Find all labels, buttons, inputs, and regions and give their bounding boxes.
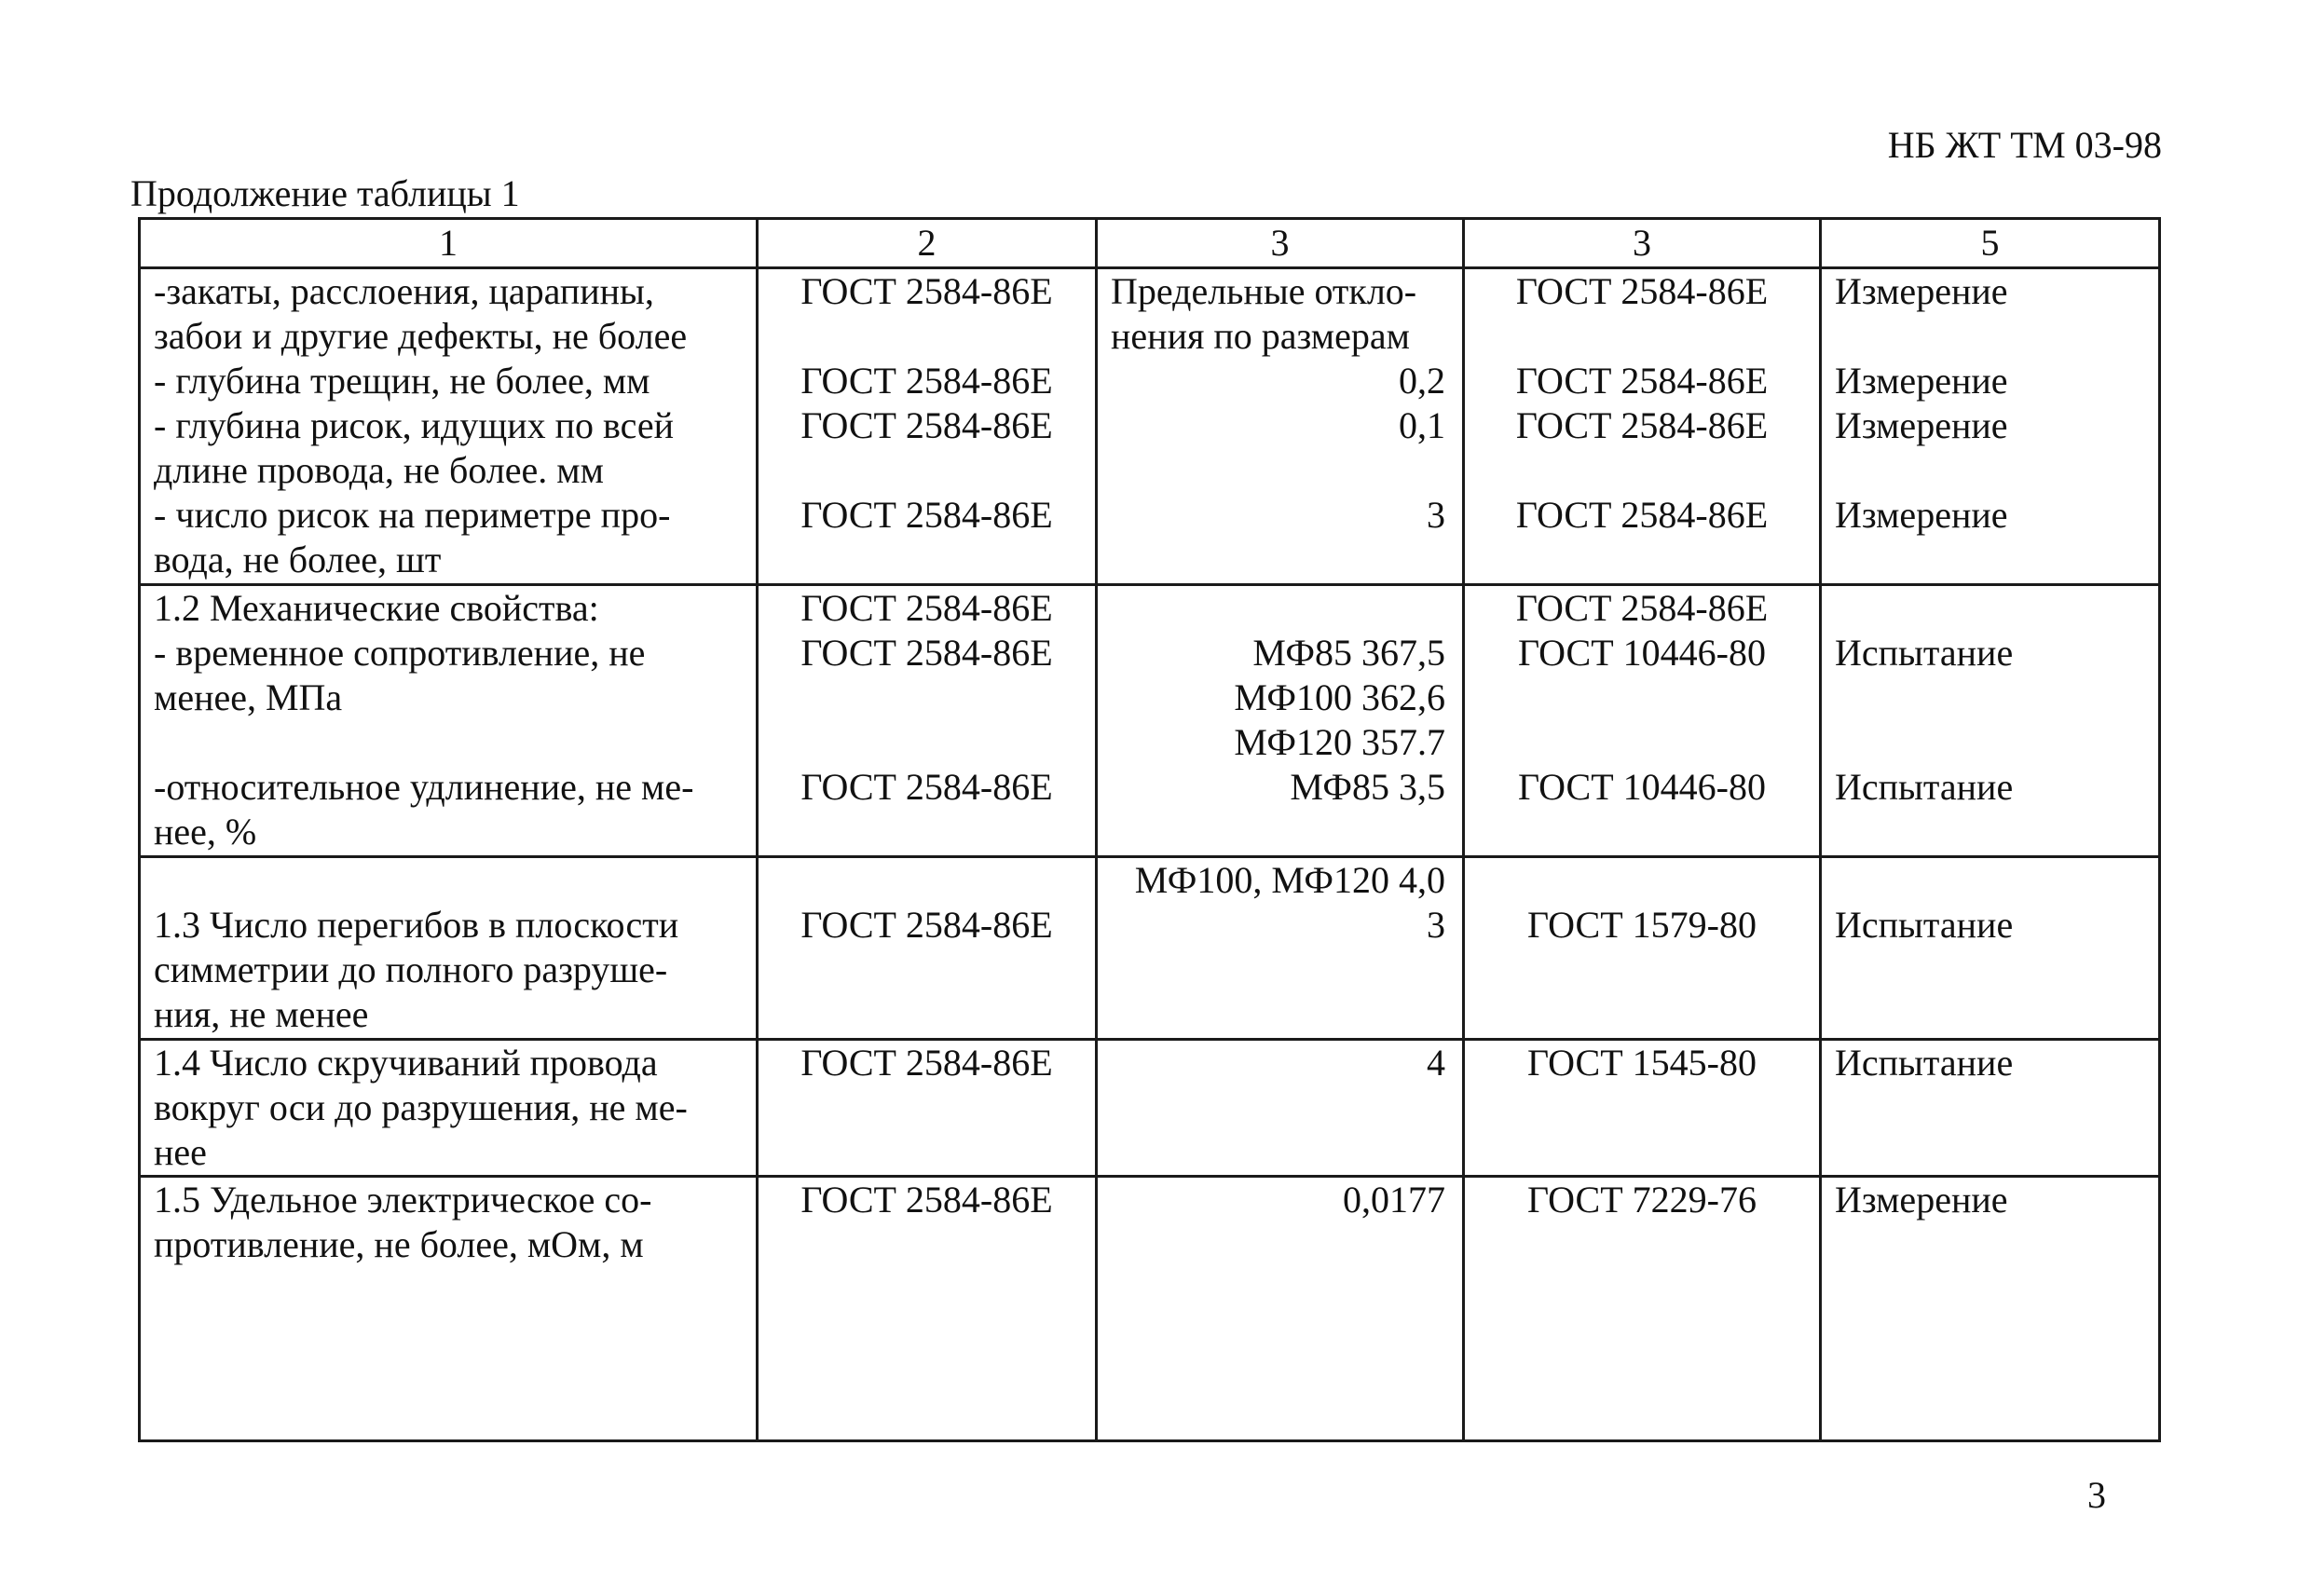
cell-line: МФ85 367,5 <box>1252 632 1445 674</box>
cell-parameter <box>140 585 758 857</box>
cell-line: забои и другие дефекты, не более <box>154 315 688 357</box>
cell-test-method-doc <box>1464 1040 1821 1177</box>
cell-line <box>1470 1085 1813 1130</box>
cell-line: ГОСТ 7229-76 <box>1527 1179 1757 1221</box>
cell-line: МФ100 362,6 <box>1234 676 1445 718</box>
cell-control-type <box>1821 585 2160 857</box>
cell-line: ГОСТ 2584-86Е <box>1515 270 1769 312</box>
cell-line <box>1835 586 2145 631</box>
cell-line <box>764 810 1089 854</box>
cell-requirement-doc <box>758 857 1097 1040</box>
cell-line: менее, МПа <box>154 676 343 718</box>
cell-control-type <box>1821 1177 2160 1441</box>
cell-line: ГОСТ 1579-80 <box>1527 904 1757 946</box>
cell-line <box>1470 720 1813 765</box>
cell-line: -закаты, расслоения, царапины, <box>154 270 654 312</box>
cell-test-method-doc <box>1464 585 1821 857</box>
table-row <box>140 268 2160 585</box>
document-code: НБ ЖТ ТМ 03-98 <box>1887 124 2162 166</box>
cell-line: Испытание <box>1835 1042 2014 1084</box>
cell-requirement-doc <box>758 268 1097 585</box>
cell-norm <box>1097 1177 1464 1441</box>
norm-note <box>1111 269 1416 359</box>
cell-line <box>1107 1085 1445 1130</box>
cell-line <box>1835 1130 2145 1175</box>
cell-line <box>1835 720 2145 765</box>
cell-line: 0,2 <box>1399 360 1445 402</box>
cell-line <box>1470 1222 1813 1267</box>
cell-control-type <box>1821 1040 2160 1177</box>
cell-line <box>1470 314 1813 359</box>
cell-line: ГОСТ 2584-86Е <box>1515 360 1769 402</box>
cell-line <box>764 1130 1089 1175</box>
cell-line <box>154 720 743 765</box>
cell-line <box>1470 858 1813 903</box>
cell-test-method-doc <box>1464 1177 1821 1441</box>
cell-norm <box>1097 1040 1464 1177</box>
cell-line: симметрии до полного разруше- <box>154 948 668 990</box>
cell-line <box>1835 1222 2145 1267</box>
column-header: 3 <box>1464 219 1821 268</box>
cell-line <box>764 720 1089 765</box>
cell-line: ГОСТ 2584-86Е <box>800 360 1053 402</box>
cell-line: Испытание <box>1835 632 2014 674</box>
cell-line <box>764 314 1089 359</box>
cell-line: Измерение <box>1835 404 2008 446</box>
cell-line <box>1835 538 2145 582</box>
cell-requirement-doc <box>758 1040 1097 1177</box>
cell-line: ГОСТ 1545-80 <box>1527 1042 1757 1084</box>
cell-line <box>1835 675 2145 720</box>
cell-line: -относительное удлинение, не ме- <box>154 766 694 808</box>
table-row <box>140 1177 2160 1441</box>
cell-line: ГОСТ 2584-86Е <box>800 632 1053 674</box>
cell-line: - глубина рисок, идущих по всей <box>154 404 675 446</box>
cell-line: ГОСТ 2584-86Е <box>800 587 1053 629</box>
column-header: 3 <box>1097 219 1464 268</box>
cell-line: ГОСТ 10446-80 <box>1518 632 1766 674</box>
header-row <box>140 219 2160 268</box>
cell-line <box>1107 1130 1445 1175</box>
cell-line: ГОСТ 2584-86Е <box>800 1179 1053 1221</box>
cell-line: ния, не менее <box>154 993 369 1035</box>
cell-line <box>1107 1222 1445 1267</box>
cell-line <box>1107 992 1445 1037</box>
cell-line: 3 <box>1427 494 1445 536</box>
cell-line <box>1835 448 2145 493</box>
cell-line <box>1470 810 1813 854</box>
cell-line: 0,0177 <box>1343 1179 1445 1221</box>
column-header: 5 <box>1821 219 2160 268</box>
cell-line: Измерение <box>1835 270 2008 312</box>
cell-line: нее, % <box>154 811 257 853</box>
cell-line: - временное сопротивление, не <box>154 632 646 674</box>
cell-line: МФ100, МФ120 4,0 <box>1134 859 1445 901</box>
cell-line <box>1835 858 2145 903</box>
cell-line <box>1470 1130 1813 1175</box>
cell-line: Предельные откло- <box>1111 270 1417 312</box>
cell-line <box>764 858 1089 903</box>
cell-line: Измерение <box>1835 360 2008 402</box>
cell-line: ГОСТ 2584-86Е <box>1515 404 1769 446</box>
cell-line: - число рисок на периметре про- <box>154 494 671 536</box>
cell-line: МФ85 3,5 <box>1290 766 1445 808</box>
cell-line: ГОСТ 2584-86Е <box>1515 494 1769 536</box>
cell-line: ГОСТ 2584-86Е <box>800 1042 1053 1084</box>
cell-control-type <box>1821 857 2160 1040</box>
cell-line <box>1470 992 1813 1037</box>
cell-line: длине провода, не более. мм <box>154 449 604 491</box>
cell-line: ГОСТ 2584-86Е <box>1515 587 1769 629</box>
cell-line: вокруг оси до разрушения, не ме- <box>154 1086 688 1128</box>
cell-line: 1.2 Механические свойства: <box>154 587 599 629</box>
cell-line: ГОСТ 10446-80 <box>1518 766 1766 808</box>
cell-line: 4 <box>1427 1042 1445 1084</box>
cell-control-type <box>1821 268 2160 585</box>
cell-line <box>764 448 1089 493</box>
cell-line: нее <box>154 1131 207 1173</box>
cell-line: нения по размерам <box>1111 315 1410 357</box>
page-number: 3 <box>2087 1474 2106 1516</box>
cell-line <box>154 858 743 903</box>
table-row <box>140 1040 2160 1177</box>
cell-line: 1.4 Число скручиваний провода <box>154 1042 658 1084</box>
cell-line <box>1107 810 1445 854</box>
cell-norm <box>1097 585 1464 857</box>
cell-line: Испытание <box>1835 766 2014 808</box>
cell-line: ГОСТ 2584-86Е <box>800 270 1053 312</box>
cell-line <box>764 992 1089 1037</box>
cell-line <box>764 538 1089 582</box>
cell-line <box>1107 948 1445 992</box>
cell-line <box>1470 675 1813 720</box>
cell-line: 0,1 <box>1399 404 1445 446</box>
table-caption: Продолжение таблицы 1 <box>130 172 520 214</box>
cell-line <box>1470 448 1813 493</box>
cell-line <box>764 948 1089 992</box>
requirements-table <box>138 217 2161 1442</box>
cell-line <box>1470 538 1813 582</box>
column-header: 1 <box>140 219 758 268</box>
cell-line: вода, не более, шт <box>154 539 442 580</box>
cell-line: Измерение <box>1835 494 2008 536</box>
cell-line <box>1835 314 2145 359</box>
cell-line: - глубина трещин, не более, мм <box>154 360 650 402</box>
cell-line <box>1835 992 2145 1037</box>
cell-norm <box>1097 268 1464 585</box>
cell-line: МФ120 357.7 <box>1234 721 1445 763</box>
cell-line: Испытание <box>1835 904 2014 946</box>
cell-norm <box>1097 857 1464 1040</box>
cell-line <box>1835 1085 2145 1130</box>
cell-line <box>1107 586 1445 631</box>
table-row <box>140 857 2160 1040</box>
cell-line <box>764 1222 1089 1267</box>
cell-line: 3 <box>1427 904 1445 946</box>
cell-test-method-doc <box>1464 857 1821 1040</box>
cell-requirement-doc <box>758 1177 1097 1441</box>
cell-parameter <box>140 1177 758 1441</box>
column-header: 2 <box>758 219 1097 268</box>
cell-line <box>1835 948 2145 992</box>
cell-line <box>1107 538 1445 582</box>
cell-line: 1.3 Число перегибов в плоскости <box>154 904 679 946</box>
cell-parameter <box>140 1040 758 1177</box>
cell-line: ГОСТ 2584-86Е <box>800 404 1053 446</box>
cell-parameter <box>140 857 758 1040</box>
cell-line: 1.5 Удельное электрическое со- <box>154 1179 652 1221</box>
cell-test-method-doc <box>1464 268 1821 585</box>
cell-requirement-doc <box>758 585 1097 857</box>
cell-line: ГОСТ 2584-86Е <box>800 904 1053 946</box>
cell-line: Измерение <box>1835 1179 2008 1221</box>
cell-line <box>764 1085 1089 1130</box>
cell-line <box>1470 948 1813 992</box>
table-row <box>140 585 2160 857</box>
cell-line <box>1107 448 1445 493</box>
cell-parameter <box>140 268 758 585</box>
cell-line <box>764 675 1089 720</box>
cell-line <box>1835 810 2145 854</box>
cell-line: ГОСТ 2584-86Е <box>800 494 1053 536</box>
cell-line: ГОСТ 2584-86Е <box>800 766 1053 808</box>
cell-line: противление, не более, мОм, м <box>154 1223 644 1265</box>
